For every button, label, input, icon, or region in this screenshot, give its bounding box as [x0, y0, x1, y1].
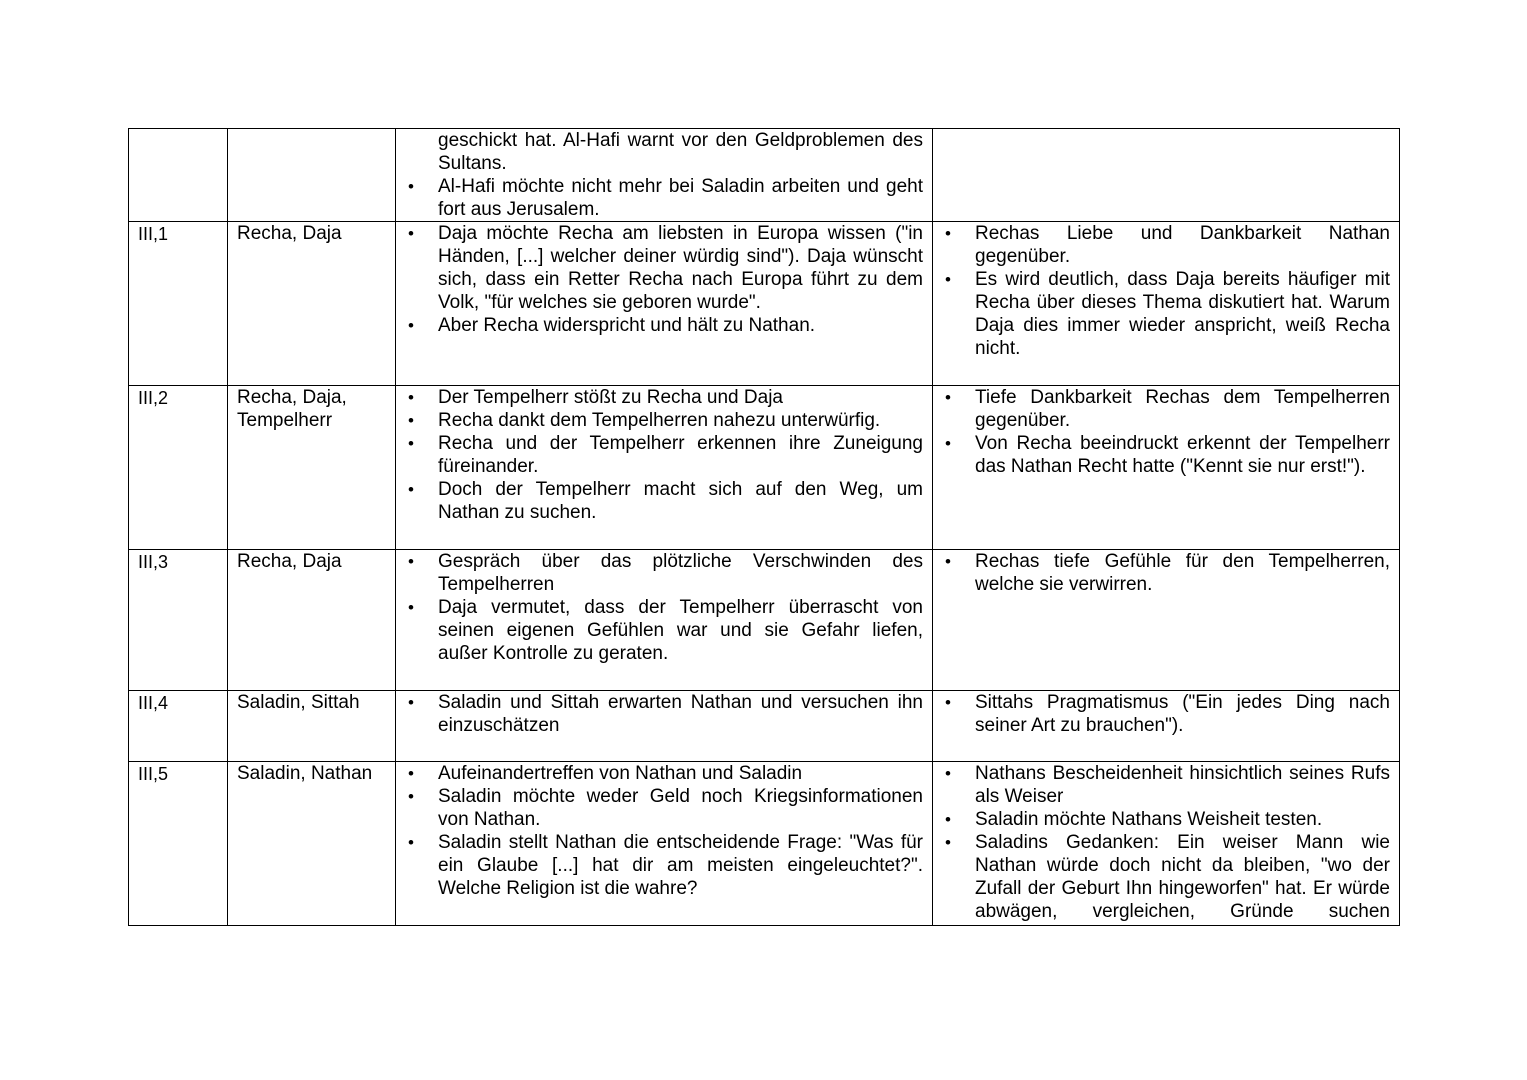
table-row: [129, 222, 1400, 386]
analysis-cell: [933, 550, 1400, 691]
bullet-item: • Tiefe Dankbarkeit Rechas dem Tempelherren gegenüber.: [942, 386, 1390, 432]
analysis-cell: [933, 762, 1400, 926]
bullet-item: • Saladins Gedanken: Ein weiser Mann wie Nathan würde doch nicht da bleiben, "wo der Zufall der Geburt Ihn hingeworfen" hat. Er würde abwägen, vergleichen, Gründe suchen: [942, 831, 1390, 923]
bullet-item: • Von Recha beeindruckt erkennt der Tempelherr das Nathan Recht hatte ("Kennt sie nur erst!").: [942, 432, 1390, 478]
characters-cell: [228, 129, 396, 222]
characters-cell: [228, 762, 396, 926]
plot-list: [405, 762, 923, 900]
table-row: [129, 691, 1400, 762]
bullet-item: • Saladin und Sittah erwarten Nathan und versuchen ihn einzuschätzen: [405, 691, 923, 737]
analysis-list: [942, 762, 1390, 923]
continued-text: geschickt hat. Al-Hafi warnt vor den Geldproblemen des Sultans.: [438, 130, 923, 174]
analysis-list: [942, 691, 1390, 737]
scene-label: III,4: [138, 693, 169, 713]
characters-cell: [228, 550, 396, 691]
characters-cell: [228, 222, 396, 386]
table-row: [129, 762, 1400, 926]
bullet-item: • Saladin möchte Nathans Weisheit testen.: [942, 808, 1390, 831]
plot-cell: [396, 129, 933, 222]
bullet-item: • Rechas Liebe und Dankbarkeit Nathan gegenüber.: [942, 222, 1390, 268]
bullet-item: • Daja möchte Recha am liebsten in Europa wissen ("in Händen, [...] welcher deiner würdig sind"). Daja wünscht sich, dass ein Retter Recha nach Europa führt zu dem Volk, "für welches sie geboren wurde".: [405, 222, 923, 314]
plot-cell: [396, 386, 933, 550]
bullet-item: • Daja vermutet, dass der Tempelherr überrascht von seinen eigenen Gefühlen war und sie Gefahr liefen, außer Kontrolle zu geraten.: [405, 596, 923, 665]
analysis-list: [942, 222, 1390, 360]
scene-label: III,3: [138, 552, 169, 572]
bullet-item: • Nathans Bescheidenheit hinsichtlich seines Rufs als Weiser: [942, 762, 1390, 808]
scene-cell: [129, 550, 228, 691]
table-row: [129, 129, 1400, 222]
characters-cell: [228, 386, 396, 550]
plot-list: [405, 129, 923, 221]
bullet-item: • Aufeinandertreffen von Nathan und Saladin: [405, 762, 923, 785]
plot-cell: [396, 222, 933, 386]
table-row: [129, 386, 1400, 550]
analysis-cell: [933, 386, 1400, 550]
scene-cell: [129, 129, 228, 222]
bullet-item: • Aber Recha widerspricht und hält zu Nathan.: [405, 314, 923, 337]
plot-cell: [396, 762, 933, 926]
scene-label: III,2: [138, 388, 169, 408]
bullet-item: • Gespräch über das plötzliche Verschwinden des Tempelherren: [405, 550, 923, 596]
scene-label: III,5: [138, 764, 169, 784]
bullet-item: • Es wird deutlich, dass Daja bereits häufiger mit Recha über dieses Thema diskutiert hat. Warum Daja dies immer wieder anspricht, weiß Recha nicht.: [942, 268, 1390, 360]
scene-summary-table: [128, 128, 1400, 926]
analysis-cell: [933, 222, 1400, 386]
plot-cell: [396, 691, 933, 762]
bullet-item: • Rechas tiefe Gefühle für den Tempelherren, welche sie verwirren.: [942, 550, 1390, 596]
plot-cell: [396, 550, 933, 691]
bullet-item: • Saladin möchte weder Geld noch Kriegsinformationen von Nathan.: [405, 785, 923, 831]
characters-text: Saladin, Nathan: [237, 763, 373, 784]
analysis-cell: [933, 129, 1400, 222]
analysis-list: [942, 386, 1390, 478]
characters-text: Recha, Daja: [237, 223, 342, 244]
bullet-item: • Doch der Tempelherr macht sich auf den Weg, um Nathan zu suchen.: [405, 478, 923, 524]
analysis-list: [942, 550, 1390, 596]
scene-cell: [129, 386, 228, 550]
characters-text: Recha, Daja, Tempelherr: [237, 387, 347, 431]
plot-list: [405, 222, 923, 337]
bullet-item: • Al-Hafi möchte nicht mehr bei Saladin arbeiten und geht fort aus Jerusalem.: [405, 175, 923, 221]
characters-text: Recha, Daja: [237, 551, 342, 572]
scene-label: [138, 129, 218, 130]
scene-label: III,1: [138, 224, 169, 244]
plot-list: [405, 550, 923, 665]
plot-list: [405, 691, 923, 737]
scene-cell: [129, 691, 228, 762]
analysis-cell: [933, 691, 1400, 762]
characters-text: Saladin, Sittah: [237, 692, 360, 713]
bullet-item: • Der Tempelherr stößt zu Recha und Daja: [405, 386, 923, 409]
bullet-item: • Saladin stellt Nathan die entscheidende Frage: "Was für ein Glaube [...] hat dir am meisten eingeleuchtet?". Welche Religion ist die wahre?: [405, 831, 923, 900]
bullet-item: • Recha und der Tempelherr erkennen ihre Zuneigung füreinander.: [405, 432, 923, 478]
bullet-item: • Sittahs Pragmatismus ("Ein jedes Ding nach seiner Art zu brauchen").: [942, 691, 1390, 737]
bullet-item: • Recha dankt dem Tempelherren nahezu unterwürfig.: [405, 409, 923, 432]
characters-cell: [228, 691, 396, 762]
scene-cell: [129, 762, 228, 926]
plot-list: [405, 386, 923, 524]
table-row: [129, 550, 1400, 691]
scene-cell: [129, 222, 228, 386]
table-body: [129, 129, 1400, 926]
